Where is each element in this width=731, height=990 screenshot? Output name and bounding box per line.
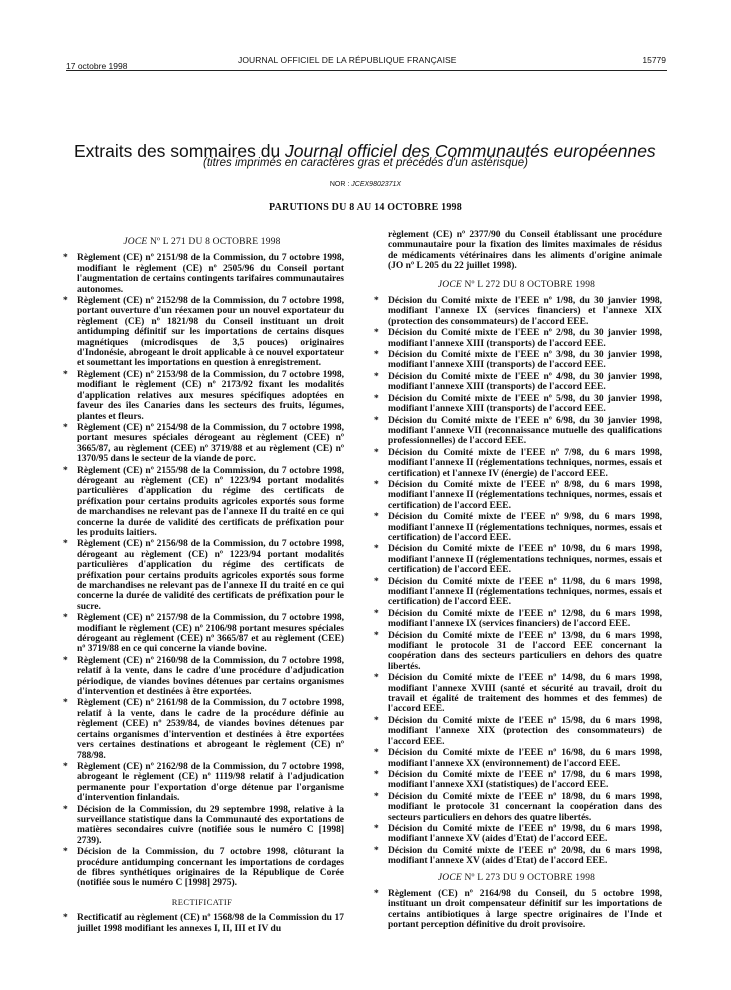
item-text: Décision du Comité mixte de l'EEE nº 15/98, du 6 mars 1998, modifiant l'annexe XIX (protection des consommateurs) de l'accord EEE. [388, 715, 662, 747]
list-item [371, 770, 662, 791]
item-text: Règlement (CE) nº 2151/98 de la Commission, du 7 octobre 1998, modifiant le règlement (CE) nº 2505/96 du Conseil portant l'augmentation de certains contingents tarifaires communautaires autonomes. [77, 253, 344, 295]
item-text: Décision du Comité mixte de l'EEE nº 14/98, du 6 mars 1998, modifiant l'annexe XVIII (santé et sécurité au travail, droit du travail et égalité de traitement des hommes et des femmes) de l'accord EEE. [388, 673, 662, 715]
list-item [371, 394, 662, 415]
asterisk-marker: * [374, 447, 379, 458]
asterisk-marker: * [63, 804, 68, 815]
list-item [371, 609, 662, 630]
item-text: Décision du Comité mixte de l'EEE nº 12/98, du 6 mars 1998, modifiant l'annexe IX (services financiers) de l'accord EEE. [388, 608, 662, 630]
asterisk-marker: * [374, 544, 379, 555]
page-subtitle: (titres imprimés en caractères gras et précédés d'un astérisque) [203, 157, 528, 169]
list-item [371, 889, 662, 931]
nor-value: JCEX9802371X [351, 181, 402, 188]
item-text: Règlement (CE) nº 2153/98 de la Commission, du 7 octobre 1998, modifiant le règlement (CE) nº 2173/92 fixant les modalités d'application relatives aux mesures spécifiques adoptées en faveur des îles Canaries dans les secteurs des fruits, légumes, plantes et fleurs. [77, 369, 344, 422]
rectificatif-text: Rectificatif au règlement (CE) nº 1568/98 de la Commission du 17 juillet 1998 modifiant les annexes I, II, III et IV du [77, 913, 344, 934]
asterisk-marker: * [63, 465, 68, 476]
rectificatif-heading: RECTIFICATIF [171, 896, 233, 907]
list-item [371, 748, 662, 769]
list-item [371, 577, 662, 608]
asterisk-marker: * [63, 913, 68, 924]
asterisk-marker: * [374, 673, 379, 684]
asterisk-marker: * [374, 748, 379, 759]
section-heading-l272 [371, 280, 662, 290]
item-text: Décision du Comité mixte de l'EEE nº 8/98, du 6 mars 1998, modifiant l'annexe II (réglementations techniques, normes, essais et certification) de l'accord EEE. [388, 479, 662, 511]
asterisk-marker: * [63, 698, 68, 709]
list-item [371, 544, 662, 575]
item-text: Règlement (CE) nº 2164/98 du Conseil, du 5 octobre 1998, instituant un droit compensateur définitif sur les importations de certains antibiotiques à large spectre originaires de l'Inde et portant perception définitive du droit provisoire. [388, 888, 662, 931]
asterisk-marker: * [374, 845, 379, 856]
title-italic: Journal officiel des Communautés européennes [285, 141, 656, 161]
item-text: Décision du Comité mixte de l'EEE nº 4/98, du 30 janvier 1998, modifiant l'annexe XIII (transports) de l'accord EEE. [388, 371, 662, 393]
item-text: Règlement (CE) nº 2161/98 de la Commission, du 7 octobre 1998, relatif à la vente, dans le cadre de la procédure définie au règlement (CEE) nº 2539/84, de viandes bovines détenues par certains organismes d'intervention et destinées à être exportées vers certaines destinations et abrogeant le règlement (CE) nº 788/98. [77, 698, 344, 761]
list-item [371, 448, 662, 479]
list-item [371, 846, 662, 867]
title-prefix: Extraits des sommaires du [74, 141, 286, 161]
asterisk-marker: * [374, 715, 379, 726]
item-text: Décision de la Commission, du 29 septembre 1998, relative à la surveillance statistique dans la Communauté des exportations de matières secondaires cuivre (notifiée sous le numéro C [1998] 2739). [77, 804, 344, 846]
item-text: Décision de la Commission, du 7 octobre 1998, clôturant la procédure antidumping concernant les importations de cordages de fibres synthétiques originaires de la République de Corée (notifiée sous le numéro C [1998] 2975). [77, 847, 344, 889]
list-item [60, 698, 344, 760]
asterisk-marker: * [63, 655, 68, 666]
right-column [371, 230, 662, 932]
list-item [60, 466, 344, 539]
item-text: Règlement (CE) nº 2160/98 de la Commission, du 7 octobre 1998, relatif à la vente, dans le cadre d'une procédure d'adjudication périodique, de viandes bovines détenues par certains organismes d'intervention et destinées à être exportées. [77, 655, 344, 698]
asterisk-marker: * [374, 415, 379, 426]
list-item [371, 350, 662, 371]
asterisk-marker: * [374, 479, 379, 490]
list-item [60, 296, 344, 369]
asterisk-marker: * [63, 422, 68, 433]
list-item [371, 512, 662, 543]
item-text: Décision du Comité mixte de l'EEE nº 5/98, du 30 janvier 1998, modifiant l'annexe XIII (transports) de l'accord EEE. [388, 393, 662, 415]
item-text: Règlement (CE) nº 2155/98 de la Commission, du 7 octobre 1998, dérogeant au règlement (CE) nº 1223/94 portant modalités particulières d'application du régime des certificats de préfixation pour certains produits agricoles exportés sous forme de marchandises ne relevant pas de l'annexe II du traité en ce qui concerne la durée de validité des certificats de préfixation pour les produits laitiers. [77, 465, 344, 538]
right-item-list-l273 [371, 889, 662, 931]
list-item [371, 372, 662, 393]
list-item [371, 416, 662, 447]
asterisk-marker: * [374, 393, 379, 404]
left-column [60, 230, 344, 935]
asterisk-marker: * [374, 328, 379, 339]
item-text: Décision du Comité mixte de l'EEE nº 9/98, du 6 mars 1998, modifiant l'annexe II (réglementations techniques, normes, essais et certification) de l'accord EEE. [388, 512, 662, 543]
list-item [371, 673, 662, 715]
section-heading-l273 [371, 873, 662, 883]
item-text: Décision du Comité mixte de l'EEE nº 6/98, du 30 janvier 1998, modifiant l'annexe VII (reconnaissance mutuelle des qualifications professionnelles) de l'accord EEE. [388, 415, 662, 447]
asterisk-marker: * [374, 512, 379, 523]
item-text: Règlement (CE) nº 2157/98 de la Commission, du 7 octobre 1998, modifiant le règlement (CE) nº 2106/98 portant mesures spéciales dérogeant au règlement (CEE) nº 3665/87 et au règlement (CEE) nº 3719/88 en ce qui concerne la viande bovine. [77, 613, 344, 655]
item-text: Décision du Comité mixte de l'EEE nº 2/98, du 30 janvier 1998, modifiant l'annexe XIII (transports) de l'accord EEE. [388, 328, 662, 349]
asterisk-marker: * [374, 371, 379, 382]
asterisk-marker: * [374, 791, 379, 802]
item-text: Décision du Comité mixte de l'EEE nº 13/98, du 6 mars 1998, modifiant le protocole 31 de l'accord EEE concernant la coopération dans des secteurs particuliers en dehors des quatre libertés. [388, 630, 662, 672]
left-item-list [60, 253, 344, 888]
item-text: Décision du Comité mixte de l'EEE nº 17/98, du 6 mars 1998, modifiant l'annexe XXI (statistiques) de l'accord EEE. [388, 769, 662, 791]
running-header [66, 55, 666, 71]
asterisk-marker: * [374, 296, 379, 307]
list-item [371, 631, 662, 673]
right-item-list-l272 [371, 296, 662, 867]
item-text: Règlement (CE) nº 2152/98 de la Commission, du 7 octobre 1998, portant ouverture d'un réexamen pour un nouvel exportateur du règlement (CE) nº 1821/98 du Conseil instituant un droit antidumping définitif sur les importations de certains disques magnétiques (microdisques de 3,5 pouces) originaires d'Indonésie, abrogeant le droit applicable à ce nouvel exportateur et soumettant les importations en question à enregistrement. [77, 296, 344, 369]
section-heading-l271 [60, 237, 344, 247]
item-text: Décision du Comité mixte de l'EEE nº 1/98, du 30 janvier 1998, modifiant l'annexe IX (services financiers) et l'annexe XIX (protection des consommateurs) de l'accord EEE. [388, 296, 662, 327]
item-text: Décision du Comité mixte de l'EEE nº 10/98, du 6 mars 1998, modifiant l'annexe II (réglementations techniques, normes, essais et certification) de l'accord EEE. [388, 544, 662, 576]
list-item [60, 805, 344, 847]
list-item [60, 656, 344, 698]
asterisk-marker: * [63, 296, 68, 307]
list-item [60, 253, 344, 295]
asterisk-marker: * [63, 761, 68, 772]
item-text: Décision du Comité mixte de l'EEE nº 11/98, du 6 mars 1998, modifiant l'annexe II (réglementations techniques, normes, essais et certification) de l'accord EEE. [388, 576, 662, 608]
asterisk-marker: * [374, 823, 379, 834]
asterisk-marker: * [374, 630, 379, 641]
item-text: Décision du Comité mixte de l'EEE nº 18/98, du 6 mars 1998, modifiant le protocole 31 concernant la coopération dans des secteurs particuliers en dehors des quatre libertés. [388, 791, 662, 823]
item-text: Décision du Comité mixte de l'EEE nº 3/98, du 30 janvier 1998, modifiant l'annexe XIII (transports) de l'accord EEE. [388, 350, 662, 371]
asterisk-marker: * [63, 253, 68, 264]
header-journal-title: JOURNAL OFFICIEL DE LA RÉPUBLIQUE FRANÇAISE [238, 55, 457, 65]
continuation-text: règlement (CE) nº 2377/90 du Conseil établissant une procédure communautaire pour la fixation des limites maximales de résidus de médicaments vétérinaires dans les aliments d'origine animale (JO nº L 205 du 22 juillet 1998). [388, 230, 662, 272]
asterisk-marker: * [63, 369, 68, 380]
asterisk-marker: * [374, 769, 379, 780]
section-title: Nº L 273 DU 9 OCTOBRE 1998 [461, 872, 596, 883]
section-title: Nº L 271 DU 8 OCTOBRE 1998 [147, 237, 281, 247]
asterisk-marker: * [374, 608, 379, 619]
item-text: Règlement (CE) nº 2162/98 de la Commission, du 7 octobre 1998, abrogeant le règlement (CE) nº 1119/98 relatif à l'adjudication permanente pour l'exportation d'orge détenue par l'organisme d'intervention finlandais. [77, 761, 344, 804]
list-item [371, 792, 662, 823]
item-text: Décision du Comité mixte de l'EEE nº 20/98, du 6 mars 1998, modifiant l'annexe XV (aides d'Etat) de l'accord EEE. [388, 845, 662, 867]
list-item [60, 423, 344, 465]
rectificatif-item [60, 913, 344, 934]
list-item [371, 716, 662, 747]
list-item [60, 539, 344, 612]
nor-reference [0, 181, 731, 188]
header-rule [66, 70, 667, 71]
asterisk-marker: * [374, 888, 379, 899]
section-joce-label: JOCE [437, 872, 462, 883]
section-title: Nº L 272 DU 8 OCTOBRE 1998 [461, 279, 596, 290]
list-item [371, 328, 662, 349]
header-page-number: 15779 [642, 55, 666, 65]
item-text: Décision du Comité mixte de l'EEE nº 16/98, du 6 mars 1998, modifiant l'annexe XX (environnement) de l'accord EEE. [388, 748, 662, 769]
list-item [60, 370, 344, 422]
asterisk-marker: * [63, 539, 68, 550]
asterisk-marker: * [63, 613, 68, 624]
asterisk-marker: * [374, 576, 379, 587]
header-date: 17 octobre 1998 [66, 61, 128, 71]
item-text: Règlement (CE) nº 2154/98 de la Commission, du 7 octobre 1998, portant mesures spéciales dérogeant au règlement (CEE) nº 3665/87, au règlement (CEE) nº 3719/88 et au règlement (CE) nº 1370/95 dans le secteur de la viande de porc. [77, 422, 344, 465]
asterisk-marker: * [63, 847, 68, 858]
list-item [371, 824, 662, 845]
item-text: Décision du Comité mixte de l'EEE nº 19/98, du 6 mars 1998, modifiant l'annexe XV (aides d'Etat) de l'accord EEE. [388, 823, 662, 845]
list-item [60, 762, 344, 804]
asterisk-marker: * [374, 350, 379, 361]
section-joce-label: JOCE [437, 279, 462, 290]
list-item [60, 613, 344, 655]
item-text: Règlement (CE) nº 2156/98 de la Commission, du 7 octobre 1998, dérogeant au règlement (CE) nº 1223/94 portant modalités particulières d'application du régime des certificats de préfixation pour certains produits agricoles exportés sous forme de marchandises ne relevant pas de l'annexe II du traité en ce qui concerne la durée de validité des certificats de préfixation pour le sucre. [77, 539, 344, 612]
parutions-heading: PARUTIONS DU 8 AU 14 OCTOBRE 1998 [269, 202, 462, 213]
section-joce-label: JOCE [123, 237, 148, 247]
list-item [60, 847, 344, 889]
list-item [371, 296, 662, 327]
nor-label: NOR : [329, 181, 350, 188]
item-text: Décision du Comité mixte de l'EEE nº 7/98, du 6 mars 1998, modifiant l'annexe II (réglementations techniques, normes, essais et certification) et l'annexe IV (énergie) de l'accord EEE. [388, 447, 662, 479]
list-item [371, 480, 662, 511]
